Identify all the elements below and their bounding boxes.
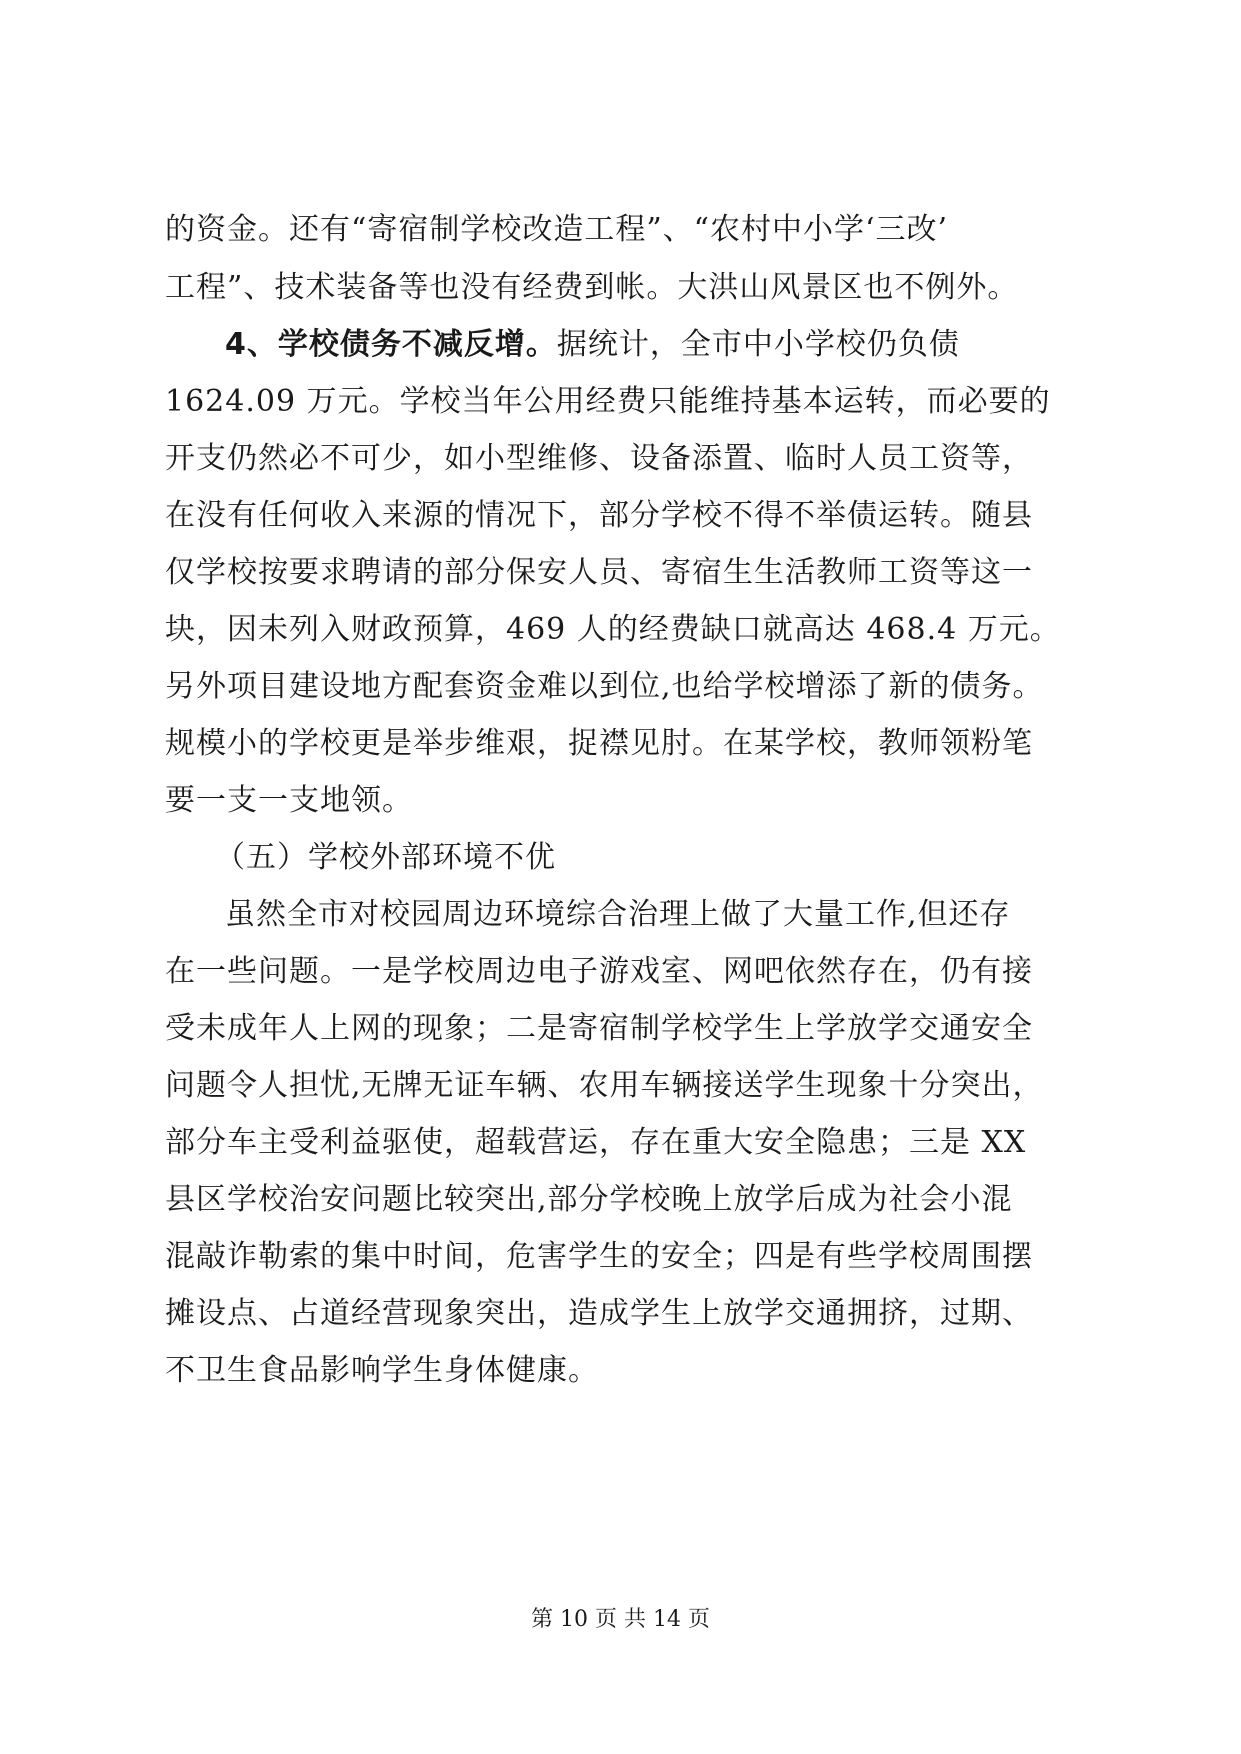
- paragraph-4-first-line: [225, 325, 1145, 365]
- text-line: 受未成年人上网的现象；二是寄宿制学校学生上学放学交通安全: [165, 1011, 1033, 1046]
- text-line: 不卫生食品影响学生身体健康。: [165, 1353, 599, 1388]
- text-line: 规模小的学校更是举步维艰，捉襟见肘。在某学校，教师领粉笔: [165, 726, 1033, 761]
- text-line: 在一些问题。一是学校周边电子游戏室、网吧依然存在，仍有接: [165, 954, 1033, 989]
- text-line: 在没有任何收入来源的情况下，部分学校不得不举债运转。随县: [165, 498, 1033, 533]
- text-line: 另外项目建设地方配套资金难以到位,也给学校增添了新的债务。: [165, 669, 1044, 704]
- text-line: 混敲诈勒索的集中时间，危害学生的安全；四是有些学校周围摆: [165, 1239, 1033, 1274]
- text-line: 的资金。还有“寄宿制学校改造工程”、“农村中小学‘三改’: [165, 212, 949, 247]
- text-line: 开支仍然必不可少，如小型维修、设备添置、临时人员工资等，: [165, 441, 1033, 476]
- text-line: 部分车主受利益驱使，超载营运，存在重大安全隐患；三是 XX: [165, 1125, 1027, 1160]
- page-number-footer: 第 10 页 共 14 页: [531, 1607, 710, 1632]
- text-line: 工程”、技术装备等也没有经费到帐。大洪山风景区也不例外。: [165, 270, 1019, 305]
- text-line: 问题令人担忧,无牌无证车辆、农用车辆接送学生现象十分突出，: [165, 1068, 1044, 1103]
- text-line: 摊设点、占道经营现象突出，造成学生上放学交通拥挤，过期、: [165, 1296, 1033, 1331]
- section-heading: （五）学校外部环境不优: [215, 840, 556, 875]
- paragraph-4-first-line-rest: 据统计，全市中小学校仍负债: [556, 327, 960, 362]
- paragraph-4-lead: 4、学校债务不减反增。: [225, 327, 557, 362]
- text-line: 县区学校治安问题比较突出,部分学校晚上放学后成为社会小混: [165, 1182, 1013, 1217]
- text-line: 块，因未列入财政预算，469 人的经费缺口就高达 468.4 万元。: [165, 612, 1061, 647]
- text-line: 虽然全市对校园周边环境综合治理上做了大量工作,但还存: [225, 897, 1011, 932]
- text-line: 要一支一支地领。: [165, 783, 413, 818]
- text-line: 仅学校按要求聘请的部分保安人员、寄宿生生活教师工资等这一: [165, 555, 1033, 590]
- text-line: 1624.09 万元。学校当年公用经费只能维持基本运转，而必要的: [165, 384, 1051, 419]
